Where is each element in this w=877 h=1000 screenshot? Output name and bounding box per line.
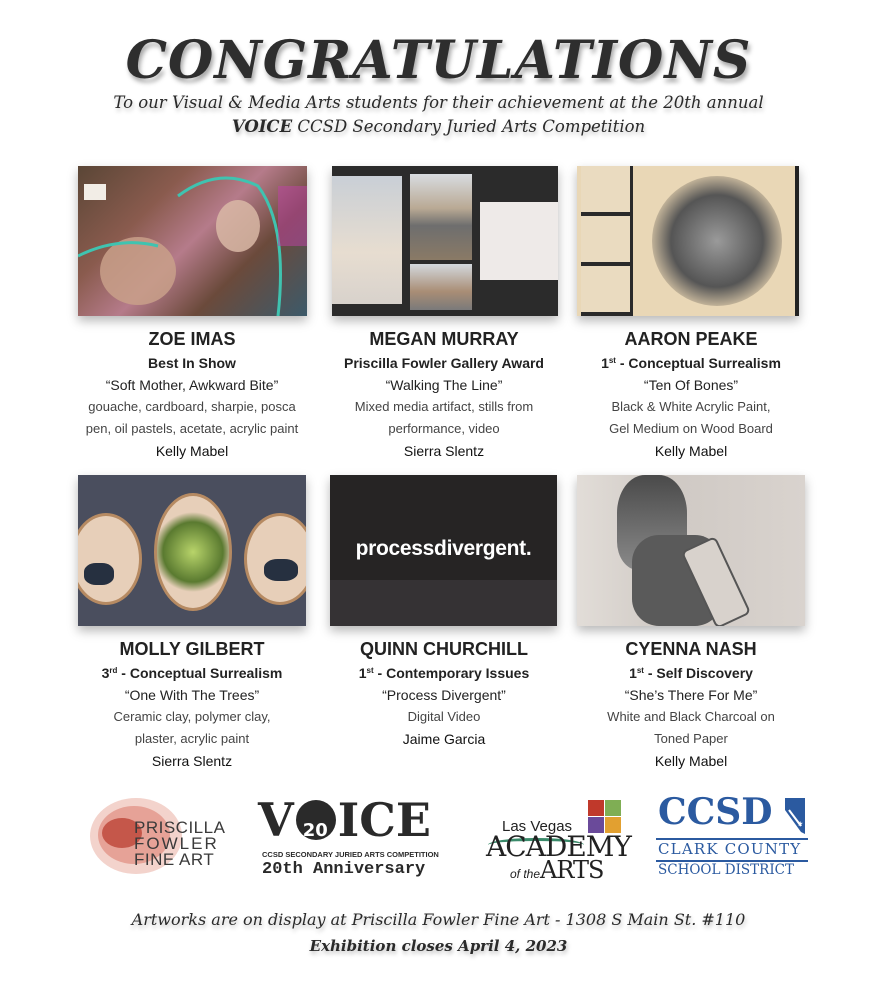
- voice-tagline: CCSD SECONDARY JURIED ARTS COMPETITION: [262, 850, 439, 859]
- priscilla-line-2: FOWLER: [134, 834, 219, 853]
- artwork-medium-line-1: Ceramic clay, polymer clay,: [113, 709, 271, 724]
- award-rank-suffix: st: [366, 666, 374, 675]
- artwork-image-molly-gilbert: [78, 475, 306, 626]
- voice-ice: ICE: [337, 793, 431, 847]
- artwork-medium-line-2: plaster, acrylic paint: [134, 731, 250, 746]
- artwork-overlay-text: processdivergent.: [355, 537, 532, 560]
- award-rank: 3: [101, 665, 110, 681]
- artwork-medium-line-1: Digital Video: [407, 709, 481, 724]
- voice-logo: [256, 793, 456, 886]
- page-title: CONGRATULATIONS: [125, 30, 752, 91]
- lvaa-line-1: Las Vegas: [502, 818, 573, 835]
- teacher-name: Kelly Mabel: [654, 753, 728, 769]
- award-label: [70, 660, 314, 684]
- display-location-text: Artworks are on display at Priscilla Fowler Fine Art - 1308 S Main St. #110: [131, 910, 746, 929]
- exhibition-close-date: Exhibition closes April 4, 2023: [309, 937, 568, 955]
- lvaa-logo: [484, 800, 631, 884]
- award-label: [569, 350, 813, 374]
- artwork-title: “Walking The Line”: [385, 377, 503, 393]
- award-label: [70, 350, 314, 374]
- award-rank-suffix: st: [608, 356, 616, 365]
- priscilla-fowler-logo: [90, 792, 230, 878]
- artwork-medium-line-2: performance, video: [388, 421, 500, 436]
- ccsd-line-2: SCHOOL DISTRICT: [658, 862, 794, 878]
- ccsd-abbr: CCSD: [658, 791, 773, 833]
- award-rank-suffix: rd: [109, 666, 118, 675]
- artwork-medium-line-1: gouache, cardboard, sharpie, posca: [88, 399, 296, 414]
- voice-v: V: [258, 793, 294, 847]
- award-label: [322, 350, 566, 374]
- award-rank: 1: [629, 665, 637, 681]
- award-rank: 1: [601, 355, 609, 371]
- winner-card-molly-gilbert: [70, 638, 314, 772]
- artwork-image-aaron-peake: [577, 166, 799, 316]
- artwork-medium-line-1: Mixed media artifact, stills from: [354, 399, 534, 414]
- teacher-name: Jaime Garcia: [402, 731, 486, 747]
- voice-bold-label: VOICE: [231, 117, 293, 136]
- artwork-title: “Process Divergent”: [382, 687, 506, 703]
- award-rank-suffix: st: [636, 666, 644, 675]
- winner-card-zoe-imas: [70, 328, 314, 462]
- ccsd-logo: [656, 792, 816, 882]
- artwork-medium-line-1: Black & White Acrylic Paint,: [611, 399, 771, 414]
- artwork-title: “One With The Trees”: [124, 687, 260, 703]
- lvaa-color-squares-icon: [588, 800, 622, 834]
- award-category: - Contemporary Issues: [373, 665, 530, 681]
- winner-card-cyenna-nash: [569, 638, 813, 772]
- artwork-title: “Ten Of Bones”: [643, 377, 739, 393]
- voice-splat-icon: [296, 800, 336, 840]
- award-rank: 1: [358, 665, 367, 681]
- winner-card-megan-murray: [322, 328, 566, 462]
- award-category: Priscilla Fowler Gallery Award: [344, 355, 544, 371]
- student-name: MOLLY GILBERT: [119, 639, 265, 659]
- ccsd-line-1: CLARK COUNTY: [658, 840, 802, 858]
- teacher-name: Kelly Mabel: [654, 443, 728, 459]
- award-label: [322, 660, 566, 684]
- student-name: QUINN CHURCHILL: [360, 639, 528, 659]
- artwork-medium-line-2: pen, oil pastels, acetate, acrylic paint: [85, 421, 299, 436]
- artwork-title: “Soft Mother, Awkward Bite”: [105, 377, 279, 393]
- artwork-image-cyenna-nash: [577, 475, 805, 626]
- subtitle-line-2: [0, 117, 877, 136]
- lvaa-arts: ARTS: [540, 856, 604, 884]
- artwork-title: “She’s There For Me”: [624, 687, 758, 703]
- priscilla-line-1: PRISCILLA: [134, 818, 226, 837]
- competition-name: CCSD Secondary Juried Arts Competition: [292, 117, 646, 136]
- student-name: ZOE IMAS: [148, 329, 236, 349]
- winner-card-aaron-peake: [569, 328, 813, 462]
- teacher-name: Sierra Slentz: [403, 443, 485, 459]
- student-name: AARON PEAKE: [624, 329, 758, 349]
- award-label: [569, 660, 813, 684]
- award-category: - Conceptual Surrealism: [615, 355, 781, 371]
- winner-card-quinn-churchill: [322, 638, 566, 750]
- teacher-name: Kelly Mabel: [155, 443, 229, 459]
- voice-20-badge: 20: [302, 820, 328, 841]
- artwork-image-quinn-churchill: [330, 475, 557, 626]
- teacher-name: Sierra Slentz: [151, 753, 233, 769]
- award-category: Best In Show: [148, 355, 236, 371]
- student-name: MEGAN MURRAY: [369, 329, 519, 349]
- artwork-medium-line-1: White and Black Charcoal on: [607, 709, 775, 724]
- artwork-medium-line-2: Toned Paper: [654, 731, 728, 746]
- lvaa-line-2: ACADEMY: [486, 830, 631, 863]
- voice-anniversary: 20th Anniversary: [262, 860, 426, 879]
- priscilla-line-3: FINE ART: [134, 850, 215, 869]
- subtitle-line-1: To our Visual & Media Arts students for their achievement at the 20th annual: [113, 93, 764, 112]
- student-name: CYENNA NASH: [625, 639, 757, 659]
- artwork-medium-line-2: Gel Medium on Wood Board: [609, 421, 773, 436]
- award-category: - Conceptual Surrealism: [117, 665, 283, 681]
- svg-text:★: ★: [797, 821, 804, 828]
- lvaa-of-the: of the: [510, 867, 541, 881]
- artwork-image-zoe-imas: [78, 166, 307, 316]
- award-category: - Self Discovery: [643, 665, 753, 681]
- painting-icon: [78, 166, 307, 316]
- artwork-image-megan-murray: [332, 166, 558, 316]
- nevada-state-icon: [783, 796, 809, 836]
